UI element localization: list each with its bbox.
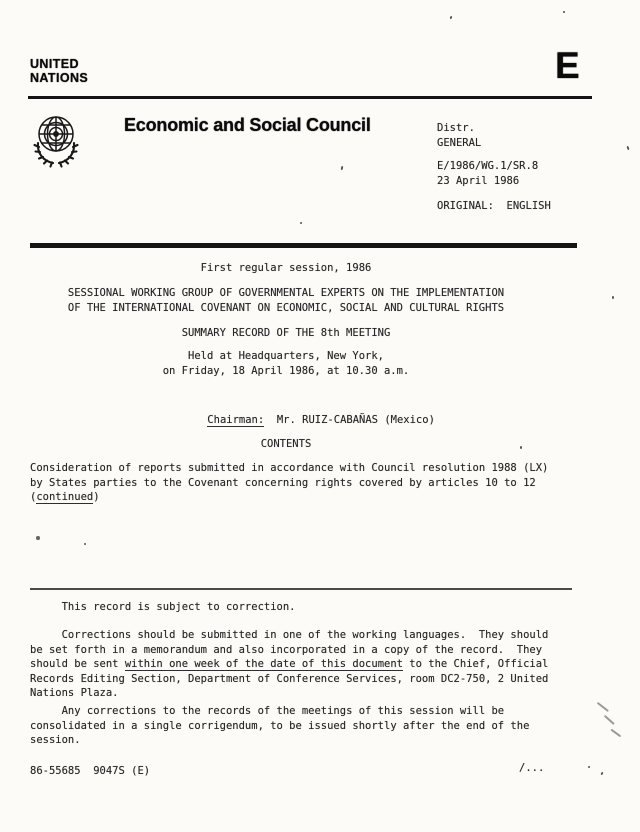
scan-artifact xyxy=(341,166,344,170)
chairman-label: Chairman: xyxy=(207,413,265,426)
scan-artifact xyxy=(36,536,40,540)
deadline-underlined: within one week of the date of this document xyxy=(124,658,403,671)
para1-line-4: Records Editing Section, Department of Conference Services, room DC2-750, 2 United xyxy=(30,672,549,685)
para1-line-5: Nations Plaza. xyxy=(30,687,119,700)
un-org-name xyxy=(30,58,88,85)
venue-line-1: Held at Headquarters, New York, xyxy=(188,350,384,362)
scan-artifact xyxy=(612,296,614,299)
corrections-paragraph xyxy=(30,628,548,701)
chairman-line xyxy=(182,398,435,442)
heading-line-1: SESSIONAL WORKING GROUP OF GOVERNMENTAL EXPERTS ON THE IMPLEMENTATION xyxy=(67,287,505,299)
continuation-mark: /... xyxy=(519,762,545,774)
scan-artifact xyxy=(611,729,622,737)
correction-note: This record is subject to correction. xyxy=(30,601,296,613)
contents-title: CONTENTS xyxy=(260,438,312,450)
contents-line-continued: (continued) xyxy=(30,491,100,504)
job-number: 86-55685 9047S (E) xyxy=(30,765,151,777)
document-date: 23 April 1986 xyxy=(437,174,520,187)
un-emblem-icon xyxy=(31,112,81,174)
scan-artifact xyxy=(84,543,86,545)
document-series-letter: E xyxy=(555,45,580,86)
para1-line-1: Corrections should be submitted in one of the working languages. They should xyxy=(30,629,549,641)
scan-artifact xyxy=(450,16,453,20)
org-line-united: UNITED xyxy=(30,57,79,71)
masthead-divider-rule xyxy=(30,243,577,248)
venue-block xyxy=(30,349,542,378)
footer-divider-rule xyxy=(30,588,572,590)
contents-paragraph xyxy=(30,461,548,505)
continued-word: continued xyxy=(36,491,94,504)
distr-value: GENERAL xyxy=(437,136,482,149)
document-symbol: E/1986/WG.1/SR.8 xyxy=(437,160,539,173)
contents-line-2: by States parties to the Covenant concerning rights covered by articles 10 to 12 xyxy=(30,476,536,489)
scan-artifact xyxy=(563,11,565,13)
scan-artifact xyxy=(626,146,629,150)
original-language: ORIGINAL: ENGLISH xyxy=(437,200,551,213)
para2-line-3: session. xyxy=(30,734,81,747)
scan-artifact xyxy=(600,772,603,776)
venue-line-2: on Friday, 18 April 1986, at 10.30 a.m. xyxy=(162,364,410,377)
working-group-heading xyxy=(30,286,542,315)
corrigendum-paragraph xyxy=(30,704,529,748)
scan-artifact xyxy=(520,446,522,449)
header-divider-rule xyxy=(28,96,592,99)
chairman-separator xyxy=(264,414,277,426)
chairman-name: Mr. RUIZ-CABAÑAS (Mexico) xyxy=(276,413,435,426)
scan-artifact xyxy=(300,222,302,224)
scan-artifact xyxy=(588,766,590,768)
heading-line-2: OF THE INTERNATIONAL COVENANT ON ECONOMIC, SOCIAL AND CULTURAL RIGHTS xyxy=(67,301,505,314)
para1-line-3: should be sent within one week of the date of this document to the Chief, Official xyxy=(30,658,549,671)
scan-artifact xyxy=(597,702,609,712)
session-line: First regular session, 1986 xyxy=(200,262,372,274)
contents-line-1: Consideration of reports submitted in accordance with Council resolution 1988 (LX) xyxy=(30,462,549,474)
distr-label: Distr. xyxy=(437,122,475,134)
para1-line-2: be set forth in a memorandum and also incorporated in a copy of the record. They xyxy=(30,643,543,656)
council-title: Economic and Social Council xyxy=(124,115,371,135)
org-line-nations: NATIONS xyxy=(30,70,89,85)
scan-artifact xyxy=(604,715,615,725)
para2-line-1: Any corrections to the records of the meetings of this session will be xyxy=(30,705,505,717)
para2-line-2: consolidated in a single corrigendum, to be issued shortly after the end of the xyxy=(30,719,530,732)
record-title: SUMMARY RECORD OF THE 8th MEETING xyxy=(181,327,391,339)
distribution-block xyxy=(437,121,551,214)
